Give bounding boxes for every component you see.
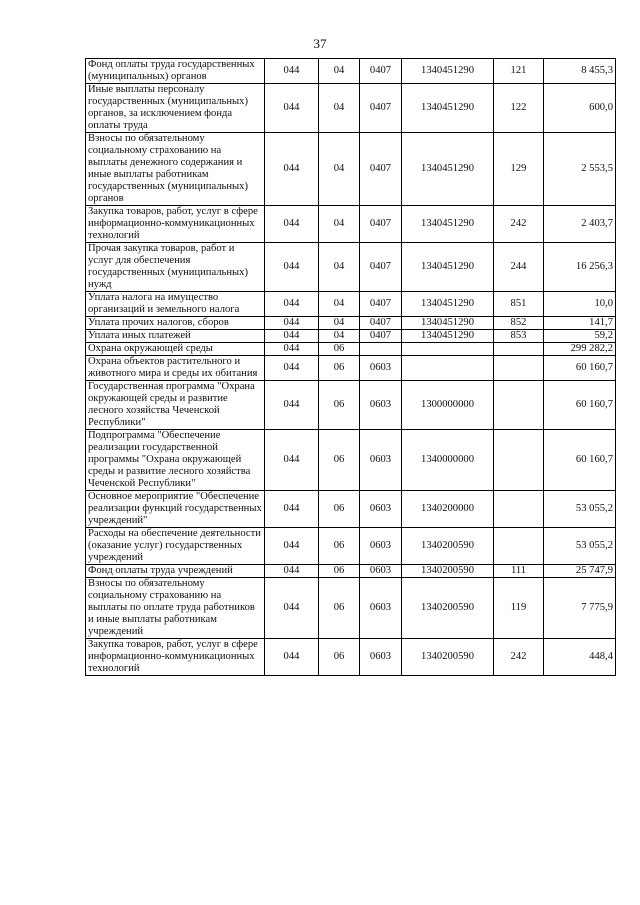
cell-sum: 2 403,7: [544, 206, 616, 243]
cell-ved: 044: [265, 565, 319, 578]
cell-rz: 06: [319, 430, 360, 491]
cell-sum: 2 553,5: [544, 133, 616, 206]
cell-sum: 16 256,3: [544, 243, 616, 292]
cell-name: Государственная программа "Охрана окружающей среды и развитие лесного хозяйства Чеченской Республики": [86, 381, 265, 430]
cell-ved: 044: [265, 206, 319, 243]
table-row: [86, 133, 616, 206]
table-row: [86, 356, 616, 381]
table-row: [86, 565, 616, 578]
cell-rz: 06: [319, 356, 360, 381]
cell-csr: 1340200590: [402, 528, 494, 565]
cell-vr: [494, 356, 544, 381]
cell-name: Расходы на обеспечение деятельности (оказание услуг) государственных учреждений: [86, 528, 265, 565]
cell-pr: [360, 343, 402, 356]
cell-name: Закупка товаров, работ, услуг в сфере информационно-коммуникационных технологий: [86, 206, 265, 243]
cell-sum: 299 282,2: [544, 343, 616, 356]
cell-rz: 04: [319, 243, 360, 292]
cell-vr: 111: [494, 565, 544, 578]
cell-rz: 06: [319, 528, 360, 565]
cell-csr: 1300000000: [402, 381, 494, 430]
cell-rz: 06: [319, 639, 360, 676]
cell-ved: 044: [265, 381, 319, 430]
cell-csr: 1340000000: [402, 430, 494, 491]
cell-ved: 044: [265, 639, 319, 676]
table-row: [86, 84, 616, 133]
cell-name: Подпрограмма "Обеспечение реализации государственной программы "Охрана окружающей среды и развитие лесного хозяйства Чеченской Республики": [86, 430, 265, 491]
cell-name: Взносы по обязательному социальному страхованию на выплаты денежного содержания и иные выплаты работникам государственных (муниципальных) органов: [86, 133, 265, 206]
cell-pr: 0603: [360, 578, 402, 639]
cell-name: Закупка товаров, работ, услуг в сфере информационно-коммуникационных технологий: [86, 639, 265, 676]
cell-name: Уплата налога на имущество организаций и земельного налога: [86, 292, 265, 317]
cell-name: Охрана окружающей среды: [86, 343, 265, 356]
cell-rz: 06: [319, 578, 360, 639]
cell-pr: 0603: [360, 528, 402, 565]
cell-vr: [494, 343, 544, 356]
cell-rz: 06: [319, 565, 360, 578]
cell-sum: 10,0: [544, 292, 616, 317]
cell-pr: 0603: [360, 430, 402, 491]
cell-sum: 141,7: [544, 317, 616, 330]
cell-vr: [494, 528, 544, 565]
cell-csr: 1340451290: [402, 292, 494, 317]
cell-sum: 59,2: [544, 330, 616, 343]
cell-vr: 129: [494, 133, 544, 206]
cell-csr: 1340451290: [402, 84, 494, 133]
cell-ved: 044: [265, 343, 319, 356]
cell-csr: 1340451290: [402, 243, 494, 292]
table-row: [86, 317, 616, 330]
cell-ved: 044: [265, 528, 319, 565]
cell-sum: 25 747,9: [544, 565, 616, 578]
table-row: [86, 243, 616, 292]
cell-name: Уплата прочих налогов, сборов: [86, 317, 265, 330]
cell-ved: 044: [265, 330, 319, 343]
cell-sum: 600,0: [544, 84, 616, 133]
cell-rz: 04: [319, 317, 360, 330]
table-row: [86, 528, 616, 565]
table-row: [86, 330, 616, 343]
cell-sum: 8 455,3: [544, 59, 616, 84]
cell-pr: 0407: [360, 330, 402, 343]
cell-ved: 044: [265, 84, 319, 133]
cell-vr: 242: [494, 639, 544, 676]
cell-pr: 0407: [360, 84, 402, 133]
cell-pr: 0407: [360, 59, 402, 84]
cell-csr: 1340200590: [402, 578, 494, 639]
cell-sum: 448,4: [544, 639, 616, 676]
cell-ved: 044: [265, 356, 319, 381]
cell-pr: 0603: [360, 565, 402, 578]
cell-sum: 53 055,2: [544, 528, 616, 565]
cell-vr: 851: [494, 292, 544, 317]
table-row: [86, 59, 616, 84]
cell-csr: [402, 356, 494, 381]
cell-name: Фонд оплаты труда учреждений: [86, 565, 265, 578]
cell-ved: 044: [265, 133, 319, 206]
cell-rz: 04: [319, 330, 360, 343]
cell-rz: 06: [319, 343, 360, 356]
cell-pr: 0603: [360, 381, 402, 430]
cell-name: Основное мероприятие "Обеспечение реализации функций государственных учреждений": [86, 491, 265, 528]
cell-pr: 0407: [360, 243, 402, 292]
cell-ved: 044: [265, 243, 319, 292]
cell-ved: 044: [265, 430, 319, 491]
cell-vr: [494, 381, 544, 430]
cell-vr: 244: [494, 243, 544, 292]
cell-pr: 0407: [360, 292, 402, 317]
page-number: 37: [313, 36, 327, 51]
cell-pr: 0603: [360, 491, 402, 528]
cell-sum: 7 775,9: [544, 578, 616, 639]
cell-name: Охрана объектов растительного и животного мира и среды их обитания: [86, 356, 265, 381]
cell-sum: 60 160,7: [544, 430, 616, 491]
cell-vr: 122: [494, 84, 544, 133]
cell-rz: 04: [319, 206, 360, 243]
cell-rz: 04: [319, 292, 360, 317]
cell-csr: 1340451290: [402, 317, 494, 330]
cell-rz: 04: [319, 59, 360, 84]
table-row: [86, 206, 616, 243]
budget-table: [85, 58, 616, 676]
cell-rz: 06: [319, 381, 360, 430]
budget-table-body: [86, 59, 616, 676]
cell-vr: 121: [494, 59, 544, 84]
cell-vr: 852: [494, 317, 544, 330]
cell-csr: 1340451290: [402, 133, 494, 206]
cell-pr: 0407: [360, 133, 402, 206]
table-row: [86, 343, 616, 356]
cell-ved: 044: [265, 59, 319, 84]
cell-ved: 044: [265, 317, 319, 330]
cell-csr: 1340451290: [402, 330, 494, 343]
cell-vr: 853: [494, 330, 544, 343]
table-row: [86, 491, 616, 528]
cell-vr: [494, 491, 544, 528]
cell-pr: 0603: [360, 639, 402, 676]
cell-vr: 242: [494, 206, 544, 243]
cell-vr: [494, 430, 544, 491]
cell-name: Иные выплаты персоналу государственных (муниципальных) органов, за исключением фонда оплаты труда: [86, 84, 265, 133]
cell-rz: 04: [319, 133, 360, 206]
cell-csr: 1340451290: [402, 206, 494, 243]
cell-name: Фонд оплаты труда государственных (муниципальных) органов: [86, 59, 265, 84]
cell-csr: 1340200590: [402, 639, 494, 676]
cell-pr: 0603: [360, 356, 402, 381]
cell-vr: 119: [494, 578, 544, 639]
cell-pr: 0407: [360, 206, 402, 243]
cell-sum: 60 160,7: [544, 356, 616, 381]
cell-sum: 60 160,7: [544, 381, 616, 430]
table-row: [86, 639, 616, 676]
cell-csr: 1340451290: [402, 59, 494, 84]
cell-ved: 044: [265, 491, 319, 528]
cell-name: Взносы по обязательному социальному страхованию на выплаты по оплате труда работников и иные выплаты работникам учреждений: [86, 578, 265, 639]
table-row: [86, 430, 616, 491]
cell-ved: 044: [265, 578, 319, 639]
cell-csr: [402, 343, 494, 356]
table-row: [86, 292, 616, 317]
cell-csr: 1340200590: [402, 565, 494, 578]
cell-csr: 1340200000: [402, 491, 494, 528]
cell-pr: 0407: [360, 317, 402, 330]
cell-rz: 04: [319, 84, 360, 133]
table-row: [86, 381, 616, 430]
cell-ved: 044: [265, 292, 319, 317]
cell-rz: 06: [319, 491, 360, 528]
cell-name: Уплата иных платежей: [86, 330, 265, 343]
table-row: [86, 578, 616, 639]
cell-sum: 53 055,2: [544, 491, 616, 528]
cell-name: Прочая закупка товаров, работ и услуг для обеспечения государственных (муниципальных) нужд: [86, 243, 265, 292]
